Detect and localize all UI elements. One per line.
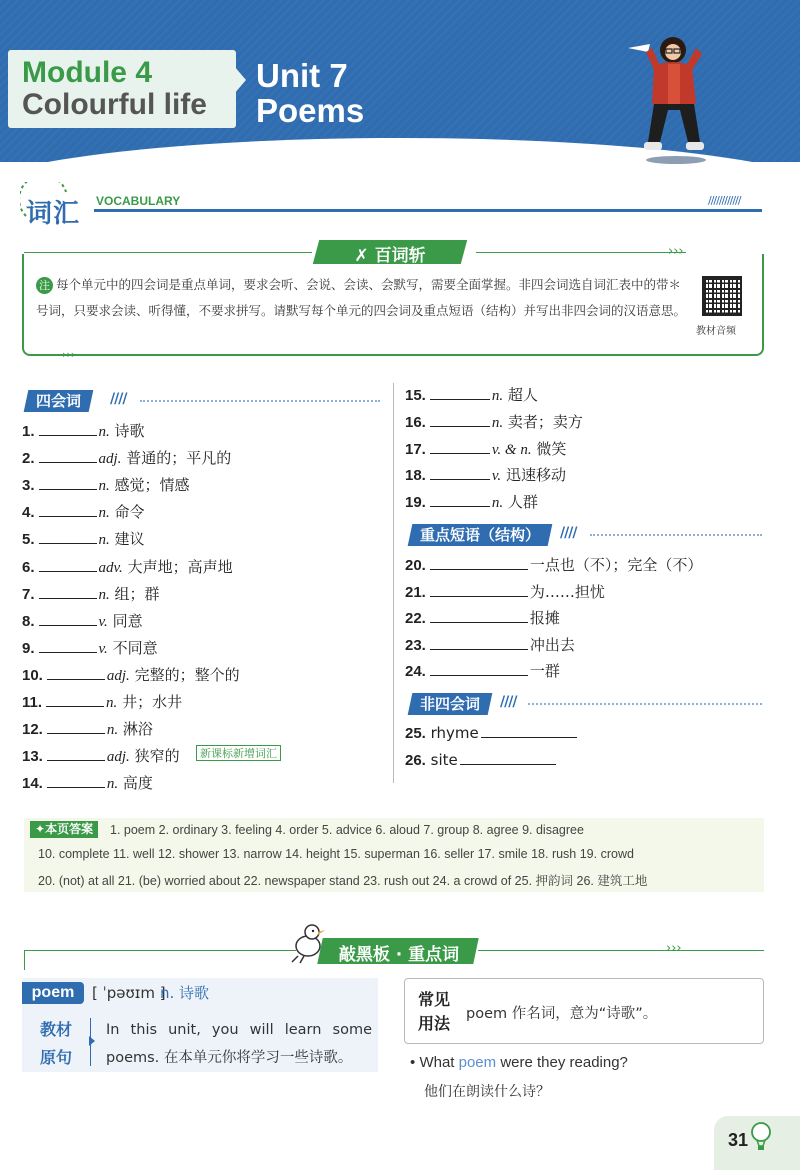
answers-line-1: 1. poem 2. ordinary 3. feeling 4. order 5. advice 6. aloud 7. group 8. agree 9. disagree [110, 823, 584, 837]
meaning: 狭窄的 [134, 747, 180, 766]
item-number: 16. [405, 413, 426, 431]
part-of-speech: n. [98, 424, 110, 440]
section-non-four-skill-label: 非四会词 [420, 695, 481, 713]
item-number: 23. [405, 636, 426, 654]
item-number: 20. [405, 557, 426, 574]
item-number: 22. [405, 610, 426, 628]
answer-blank[interactable] [47, 745, 105, 761]
non-four-item [405, 722, 577, 744]
vocab-item [405, 438, 566, 460]
meaning: 诗歌 [114, 422, 145, 440]
answer-blank[interactable] [430, 411, 490, 427]
part-of-speech: v. [491, 468, 502, 485]
non-four-item [405, 749, 556, 771]
item-number: 17. [405, 440, 426, 458]
notice-line-left [24, 252, 312, 253]
answer-blank[interactable] [39, 501, 97, 517]
meaning: 同意 [112, 611, 143, 630]
answer-blank[interactable] [46, 691, 104, 707]
item-number: 10. [22, 666, 43, 684]
part-of-speech: n. [98, 478, 110, 495]
part-of-speech: adj. [98, 451, 122, 468]
unit-title: Unit 7 [256, 57, 348, 94]
part-of-speech: n. [106, 695, 118, 711]
vocab-item [22, 420, 145, 442]
usage-text: poem 作名词，意为“诗歌”。 [466, 1006, 658, 1022]
vocab-item [405, 464, 566, 486]
meaning: 人群 [507, 493, 538, 512]
item-number: 2. [22, 450, 35, 468]
page-number: 31 [728, 1130, 749, 1150]
section-bars: //// [110, 391, 127, 407]
part-of-speech: n. [491, 388, 504, 404]
answer-blank[interactable] [481, 722, 577, 738]
lightbulb-icon: ✦ [35, 822, 46, 836]
vocab-item [22, 610, 143, 632]
item-number: 7. [22, 585, 35, 603]
source-arrow-icon [89, 1036, 95, 1046]
balloon-icon [750, 1122, 772, 1152]
part-of-speech: adv. [98, 559, 123, 576]
answer-blank[interactable] [430, 607, 528, 623]
vocab-item [22, 556, 233, 578]
phrase-item [405, 581, 605, 603]
item-number: 19. [405, 494, 426, 512]
item-number: 5. [22, 531, 35, 549]
notice-text [36, 272, 692, 324]
phrase-item [405, 607, 560, 629]
vocab-item [22, 474, 190, 496]
part-of-speech: n. [98, 586, 110, 603]
source-label: 教材原句 [40, 1020, 73, 1067]
vocab-item [405, 411, 583, 433]
vocab-item [405, 384, 538, 406]
meaning: 超人 [507, 386, 538, 404]
item-number: 24. [405, 663, 426, 681]
section-four-skill [24, 390, 94, 412]
meaning: 普通的；平凡的 [126, 449, 232, 468]
usage-label: 常见用法 [418, 990, 451, 1033]
unit-subtitle: Poems [256, 92, 365, 129]
meaning: 不同意 [112, 638, 158, 657]
meaning: 淋浴 [122, 720, 153, 739]
key-word-meaning: n. 诗歌 [160, 984, 210, 1002]
part-of-speech: adj. [106, 749, 130, 766]
answer-blank[interactable] [430, 554, 528, 570]
example-part: What [419, 1054, 459, 1071]
blackboard-chevrons: ››› [666, 941, 682, 956]
column-divider [393, 383, 394, 783]
answer-blank[interactable] [430, 634, 528, 650]
qr-label: 教材音频 [696, 326, 736, 337]
vocabulary-title-en: VOCABULARY [96, 194, 181, 208]
notice-chevrons: ››› [668, 244, 684, 259]
module-subtitle: Colourful life [22, 88, 207, 121]
meaning: 微笑 [536, 439, 567, 458]
part-of-speech: v. [98, 640, 108, 657]
vocabulary-hatch: //////////// [708, 194, 741, 207]
meaning: 大声地；高声地 [127, 557, 233, 576]
section-key-phrases-label: 重点短语（结构） [420, 526, 541, 544]
blackboard-line-right [478, 950, 764, 951]
item-number: 25. [405, 725, 426, 742]
bullet: • [410, 1054, 416, 1071]
module-title: Module 4 [22, 56, 153, 89]
answer-blank[interactable] [47, 718, 105, 734]
part-of-speech: n. [491, 414, 504, 431]
vocab-item [22, 691, 182, 713]
item-number: 6. [22, 558, 35, 576]
meaning: 冲出去 [529, 635, 575, 654]
key-word: poem [22, 982, 84, 1004]
part-of-speech: n. [106, 776, 119, 793]
meaning: 一群 [529, 662, 560, 681]
meaning: 命令 [114, 503, 145, 522]
part-of-speech: n. [98, 505, 110, 522]
answer-blank[interactable] [430, 438, 490, 454]
meaning: 完整的；整个的 [134, 665, 240, 684]
note-mark: 注 [36, 277, 53, 294]
meaning: 迅速移动 [505, 466, 566, 485]
phrase-item [405, 660, 560, 682]
item-number: 1. [22, 423, 35, 440]
answer-blank[interactable] [430, 464, 490, 480]
item-number: 26. [405, 752, 426, 769]
blackboard-line-left [24, 950, 296, 951]
item-number: 3. [22, 477, 35, 495]
item-number: 13. [22, 748, 43, 766]
example-part: were they reading? [496, 1054, 628, 1071]
meaning: 感觉；情感 [114, 476, 190, 495]
section-dots [590, 534, 762, 536]
answers-tag-label: 本页答案 [45, 822, 94, 836]
answer-blank[interactable] [39, 474, 97, 490]
source-sentence: In this unit, you will learn some poems. 在本单元你将学习一些诗歌。 [106, 1022, 372, 1066]
part-of-speech: v. & n. [491, 441, 532, 458]
meaning: 卖者；卖方 [507, 412, 583, 431]
example-sentence [410, 1054, 628, 1071]
example-highlight: poem [458, 1054, 497, 1071]
new-word-badge: 新课标新增词汇 [196, 745, 281, 761]
blackboard-tag: 敲黑板 · 重点词 [338, 945, 460, 965]
phrase-item [405, 634, 575, 656]
word: site [430, 751, 458, 769]
phrase-item [405, 554, 702, 576]
module-arrow [234, 66, 246, 94]
notice-line-right [476, 252, 686, 253]
section-bars: //// [500, 694, 517, 710]
answer-blank[interactable] [430, 660, 528, 676]
word: rhyme [430, 724, 479, 742]
meaning: 井；水井 [122, 693, 183, 711]
part-of-speech: n. [98, 532, 110, 549]
answer-blank[interactable] [430, 491, 490, 507]
bird-icon [288, 920, 326, 964]
vocab-item [405, 491, 538, 513]
item-number: 18. [405, 467, 426, 485]
section-key-phrases [408, 524, 553, 546]
vocab-item [22, 447, 231, 469]
answers-line-2: 10. complete 11. well 12. shower 13. narrow 14. height 15. superman 16. seller 17. smile 18. rush 19. crowd [38, 847, 634, 861]
item-number: 9. [22, 639, 35, 657]
answer-blank[interactable] [430, 581, 528, 597]
item-number: 8. [22, 612, 35, 630]
part-of-speech: adj. [106, 667, 130, 684]
part-of-speech: n. [491, 495, 504, 512]
item-number: 15. [405, 387, 426, 404]
section-dots [528, 703, 762, 705]
vocab-item [22, 772, 153, 794]
item-number: 12. [22, 721, 43, 739]
vocab-item [22, 637, 158, 659]
running-man-icon: ✗ [354, 246, 375, 266]
meaning: 高度 [122, 774, 153, 793]
section-four-skill-label: 四会词 [36, 392, 82, 410]
answers-tag [30, 821, 98, 838]
answer-blank[interactable] [47, 772, 105, 788]
section-bars: //// [560, 525, 577, 541]
item-number: 4. [22, 504, 35, 522]
vocabulary-title-cn: 词汇 [26, 199, 81, 229]
vocabulary-rule [94, 209, 762, 212]
vocab-item [22, 718, 153, 740]
example-translation: 他们在朗读什么诗？ [424, 1084, 550, 1100]
meaning: 为……担忧 [529, 582, 605, 601]
answers-line-3: 20. (not) at all 21. (be) worried about 22. newspaper stand 23. rush out 24. a crowd of 25. 押韵词 26. 建筑工地 [38, 874, 648, 888]
answer-blank[interactable] [430, 384, 490, 400]
notice-tag-label: 百词斩 [374, 246, 426, 266]
answer-blank[interactable] [39, 420, 97, 436]
section-non-four-skill [408, 693, 493, 715]
answer-blank[interactable] [460, 749, 556, 765]
notice-bottom-chevrons: ››› [62, 348, 76, 361]
section-dots [140, 400, 380, 402]
answer-blank[interactable] [39, 610, 97, 626]
meaning: 建议 [114, 530, 145, 549]
notice-body: 每个单元中的四会词是重点单词，要求会听、会说、会读、会默写，需要全面掌握。非四会词选自词汇表中的带＊号词，只要求会读、听得懂，不要求拼写。请默写每个单元的四会词及重点短语（结构）并写出非四会词的汉语意思。 [36, 277, 687, 318]
blackboard-edge [24, 950, 25, 970]
vocab-item [22, 745, 180, 767]
answer-blank[interactable] [39, 556, 97, 572]
part-of-speech: n. [106, 722, 119, 739]
girl-illustration [618, 30, 728, 165]
meaning: 组；群 [114, 584, 160, 603]
item-number: 21. [405, 583, 426, 601]
meaning: 报摊 [529, 609, 560, 628]
vocab-item [22, 528, 145, 550]
vocab-item [22, 583, 160, 605]
answer-blank[interactable] [39, 528, 97, 544]
answer-blank[interactable] [47, 664, 105, 680]
answer-blank[interactable] [39, 583, 97, 599]
meaning: 一点也（不）；完全（不） [529, 556, 703, 574]
answer-blank[interactable] [39, 447, 97, 463]
item-number: 11. [22, 694, 43, 711]
answer-blank[interactable] [39, 637, 97, 653]
part-of-speech: v. [98, 613, 108, 630]
vocab-item [22, 664, 240, 686]
vocab-item [22, 501, 145, 523]
key-word-phonetic: [ ˈpəʊɪm ] [92, 984, 166, 1002]
qr-code-icon[interactable] [702, 276, 742, 316]
item-number: 14. [22, 775, 43, 793]
